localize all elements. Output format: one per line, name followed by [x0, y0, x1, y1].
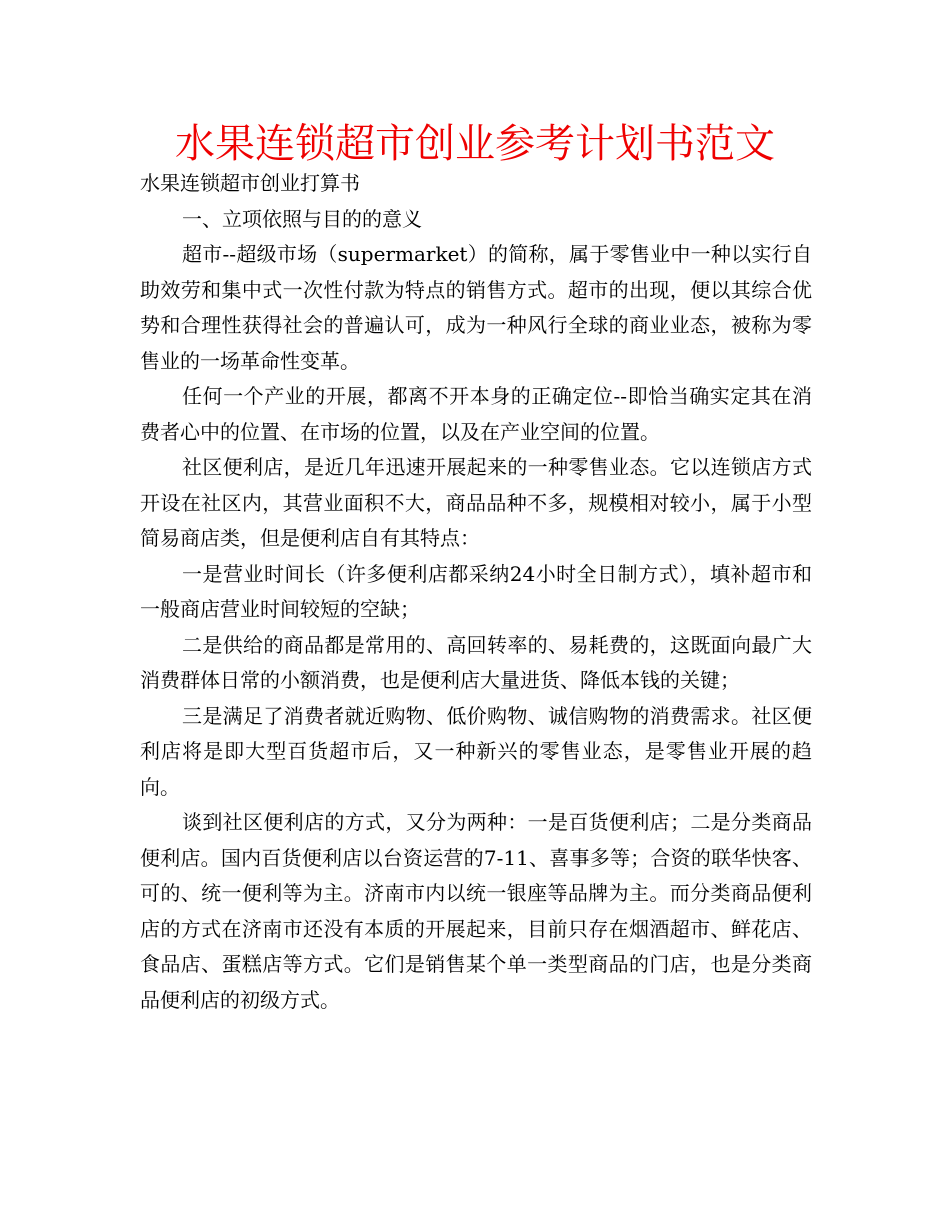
paragraph: 一是营业时间长（许多便利店都采纳24小时全日制方式），填补超市和一般商店营业时间较短的空缺； — [140, 561, 812, 621]
paragraph: 三是满足了消费者就近购物、低价购物、诚信购物的消费需求。社区便利店将是即大型百货超市后，又一种新兴的零售业态，是零售业开展的趋向。 — [140, 703, 812, 799]
document-body — [140, 166, 812, 1018]
document-title: 水果连锁超市创业参考计划书范文 — [175, 121, 775, 167]
paragraph: 社区便利店，是近几年迅速开展起来的一种零售业态。它以连锁店方式开设在社区内，其营业面积不大，商品品种不多，规模相对较小，属于小型简易商店类，但是便利店自有其特点： — [140, 455, 812, 550]
paragraph: 谈到社区便利店的方式，又分为两种：一是百货便利店；二是分类商品便利店。国内百货便利店以台资运营的7-11、喜事多等；合资的联华快客、可的、统一便利等为主。济南市内以统一银座等品牌为主。而分类商品便利店的方式在济南市还没有本质的开展起来，目前只存在烟酒超市、鲜花店、食品店、蛋糕店等方式。它们是销售某个单一类型商品的门店，也是分类商品便利店的初级方式。 — [140, 810, 812, 1012]
paragraph: 二是供给的商品都是常用的、高回转率的、易耗费的，这既面向最广大消费群体日常的小额消费，也是便利店大量进货、降低本钱的关键； — [140, 632, 812, 692]
paragraph: 超市--超级市场（supermarket）的简称，属于零售业中一种以实行自助效劳和集中式一次性付款为特点的销售方式。超市的出现，便以其综合优势和合理性获得社会的普遍认可，成为一种风行全球的商业业态，被称为零售业的一场革命性变革。 — [140, 242, 812, 373]
document-subtitle: 水果连锁超市创业打算书 — [140, 171, 360, 195]
section-heading: 一、立项依照与目的的意义 — [182, 206, 422, 231]
paragraph: 任何一个产业的开展，都离不开本身的正确定位--即恰当确实定其在消费者心中的位置、在市场的位置，以及在产业空间的位置。 — [140, 384, 812, 444]
